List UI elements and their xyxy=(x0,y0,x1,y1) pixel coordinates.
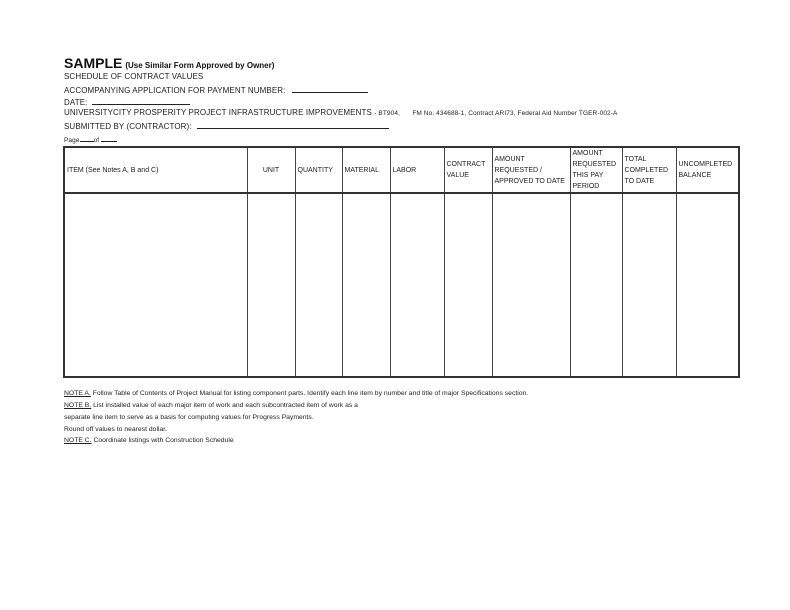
title-subtitle: (Use Similar Form Approved by Owner) xyxy=(125,61,275,70)
col-contract-value: CONTRACT VALUE xyxy=(444,147,492,193)
col-material: MATERIAL xyxy=(342,147,390,193)
note-rounding: Round off values to nearest dollar. xyxy=(64,426,168,433)
col-amount-requested-to-date: AMOUNT REQUESTED / APPROVED TO DATE xyxy=(492,147,570,193)
submitted-by-label: SUBMITTED BY (CONTRACTOR): xyxy=(64,122,192,131)
cell-quantity[interactable] xyxy=(295,193,342,377)
note-b-label: NOTE B. xyxy=(64,402,92,409)
note-b-continued: separate line item to serve as a basis for computing values for Progress Payments. xyxy=(64,414,314,421)
schedule-label: SCHEDULE OF CONTRACT VALUES xyxy=(64,72,204,81)
note-a-text: Follow Table of Contents of Project Manual for listing component parts. Identify each line item by number and title of major Specifications section. xyxy=(90,390,529,397)
project-refs: FM No. 434688-1, Contract ARI73, Federal Aid Number TGER-002-A xyxy=(412,110,618,117)
col-amount-requested-this-period: AMOUNT REQUESTED THIS PAY PERIOD xyxy=(570,147,622,193)
date-label: DATE: xyxy=(64,98,88,107)
project-row xyxy=(64,108,617,117)
date-field[interactable] xyxy=(92,96,190,105)
note-a xyxy=(64,390,528,397)
note-c-label: NOTE C. xyxy=(64,437,92,444)
page-of-label: of xyxy=(93,137,100,144)
submitted-by-field[interactable] xyxy=(197,120,389,129)
col-labor: LABOR xyxy=(390,147,444,193)
note-c-text: Coordinate listings with Construction Schedule xyxy=(91,437,234,444)
cell-amount-requested-this-period[interactable] xyxy=(570,193,622,377)
table-row xyxy=(64,193,739,377)
cell-unit[interactable] xyxy=(247,193,295,377)
page-total-field[interactable] xyxy=(101,135,117,142)
page-row xyxy=(64,135,117,144)
col-uncompleted-balance: UNCOMPLETED BALANCE xyxy=(676,147,739,193)
project-label: UNIVERSITYCITY PROSPERITY PROJECT INFRASTRUCTURE IMPROVEMENTS xyxy=(64,108,372,117)
cell-item[interactable] xyxy=(64,193,247,377)
application-number-label: ACCOMPANYING APPLICATION FOR PAYMENT NUMBER: xyxy=(64,86,286,95)
cell-material[interactable] xyxy=(342,193,390,377)
application-number-field[interactable] xyxy=(292,84,368,93)
col-unit: UNIT xyxy=(247,147,295,193)
cell-total-completed[interactable] xyxy=(622,193,676,377)
schedule-of-values-table xyxy=(63,146,740,378)
cell-uncompleted-balance[interactable] xyxy=(676,193,739,377)
col-quantity: QUANTITY xyxy=(295,147,342,193)
date-row xyxy=(64,96,190,107)
title-text: SAMPLE xyxy=(64,55,123,71)
table-header-row xyxy=(64,147,739,193)
cell-amount-requested-to-date[interactable] xyxy=(492,193,570,377)
application-number-row xyxy=(64,84,368,95)
note-b xyxy=(64,402,358,409)
submitted-by-row xyxy=(64,120,389,131)
page-label: Page xyxy=(64,137,80,144)
note-a-label: NOTE A. xyxy=(64,390,91,397)
cell-contract-value[interactable] xyxy=(444,193,492,377)
cell-labor[interactable] xyxy=(390,193,444,377)
col-total-completed: TOTAL COMPLETED TO DATE xyxy=(622,147,676,193)
note-b-text: List installed value of each major item of work and each subcontracted item of work as a xyxy=(91,402,358,409)
col-item: ITEM (See Notes A, B and C) xyxy=(64,147,247,193)
page-number-field[interactable] xyxy=(80,135,94,142)
note-c xyxy=(64,437,234,444)
project-code: - BT904, xyxy=(374,110,400,117)
form-title xyxy=(64,55,274,71)
